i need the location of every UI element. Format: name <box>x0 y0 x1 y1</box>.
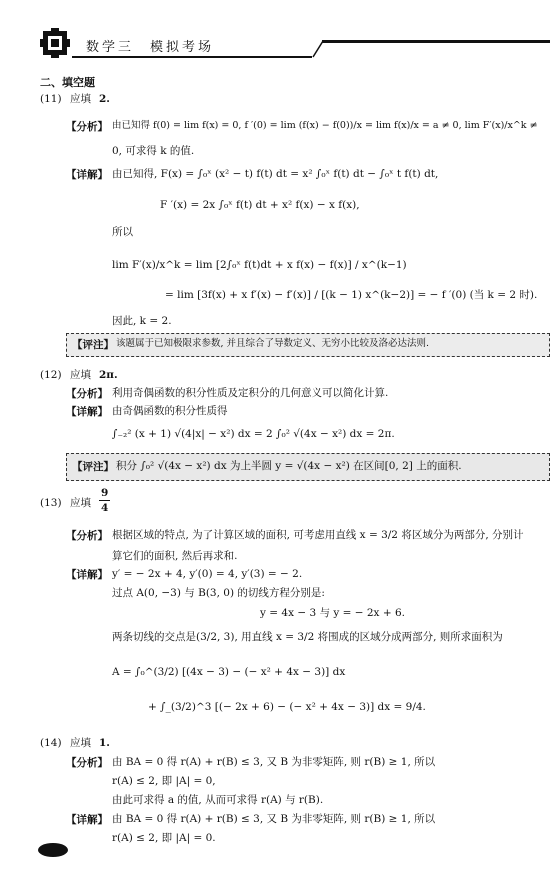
q13-detail-text-5: A = ∫₀^(3/2) [(4x − 3) − (− x² + 4x − 3)] dx <box>112 666 346 678</box>
q12-comment-label: 【评注】 <box>72 461 114 473</box>
q11-detail-text-3: 所以 <box>112 226 133 238</box>
q11-answer: 2. <box>99 93 110 105</box>
q11-detail-label: 【详解】 <box>66 169 108 181</box>
header-rule-right <box>322 40 550 43</box>
q13-answer-denominator: 4 <box>101 502 109 514</box>
q12-comment-text: 积分 ∫₀² √(4x − x²) dx 为上半圆 y = √(4x − x²) 在区间[0, 2] 上的面积. <box>116 460 462 472</box>
q14-number: (14) <box>40 737 62 749</box>
q13-analysis-text-1: 根据区域的特点, 为了计算区域的面积, 可考虑用直线 x = 3/2 将区域分为两部分, 分别计 <box>112 529 524 541</box>
q14-analysis-label: 【分析】 <box>66 757 108 769</box>
q14-detail-text-2: r(A) ≤ 2, 即 |A| = 0. <box>112 832 216 844</box>
q11-analysis-text-2: 0, 可求得 k 的值. <box>112 145 195 157</box>
q11-number: (11) <box>40 93 62 105</box>
q13-detail-text-1: y′ = − 2x + 4, y′(0) = 4, y′(3) = − 2. <box>112 568 303 580</box>
q12-answer: 2π. <box>99 369 118 381</box>
q13-analysis-label: 【分析】 <box>66 530 108 542</box>
header-title: 数学三 模拟考场 <box>86 40 215 55</box>
q11-analysis-text-1: 由已知得 f(0) = lim f(x) = 0, f ′(0) = lim (f(x) − f(0))/x = lim f(x)/x = a ≠ 0, lim F′(x)/x^k ≠ <box>112 120 538 131</box>
q13-detail-label: 【详解】 <box>66 569 108 581</box>
q12-detail-text-1: 由奇偶函数的积分性质得 <box>112 405 228 417</box>
q13-answer-fraction <box>99 486 110 515</box>
q13-detail-text-3: y = 4x − 3 与 y = − 2x + 6. <box>260 607 405 619</box>
q11-comment-label: 【评注】 <box>72 339 114 351</box>
q12-analysis-text: 利用奇偶函数的积分性质及定积分的几何意义可以简化计算. <box>112 387 389 399</box>
q13-answer-prefix: 应填 <box>70 497 91 509</box>
q13-detail-text-4: 两条切线的交点是(3/2, 3), 用直线 x = 3/2 将围成的区域分成两部分, 则所求面积为 <box>112 631 503 643</box>
q11-detail-text-6: 因此, k = 2. <box>112 315 172 327</box>
header-rule-left <box>72 56 312 58</box>
q11-detail-text-1: 由已知得, F(x) = ∫₀ˣ (x² − t) f(t) dt = x² ∫₀ˣ f(t) dt − ∫₀ˣ t f(t) dt, <box>112 168 439 180</box>
q13-analysis-text-2: 算它们的面积, 然后再求和. <box>112 550 238 562</box>
q13-answer-numerator: 9 <box>101 487 109 499</box>
q14-analysis-text-2: r(A) ≤ 2, 即 |A| = 0, <box>112 775 216 787</box>
q12-number: (12) <box>40 369 62 381</box>
q11-detail-text-2: F ′(x) = 2x ∫₀ˣ f(t) dt + x² f(x) − x f(x), <box>160 199 360 211</box>
q12-analysis-label: 【分析】 <box>66 388 108 400</box>
q14-answer-prefix: 应填 <box>70 737 91 749</box>
q11-detail-text-5: = lim [3f(x) + x f′(x) − f′(x)] / [(k − 1) x^(k−2)] = − f ′(0) (当 k = 2 时). <box>165 289 538 301</box>
q11-answer-prefix: 应填 <box>70 93 91 105</box>
q11-comment-text: 该题属于已知极限求参数, 并且综合了导数定义、无穷小比较及洛必达法则. <box>116 338 430 349</box>
header-logo <box>40 28 70 58</box>
q12-detail-label: 【详解】 <box>66 406 108 418</box>
q14-detail-label: 【详解】 <box>66 814 108 826</box>
q12-detail-text-2: ∫₋₂² (x + 1) √(4|x| − x²) dx = 2 ∫₀² √(4x − x²) dx = 2π. <box>112 428 395 440</box>
q14-analysis-text-1: 由 BA = 0 得 r(A) + r(B) ≤ 3, 又 B 为非零矩阵, 则 r(B) ≥ 1, 所以 <box>112 756 436 768</box>
q11-detail-text-4: lim F′(x)/x^k = lim [2∫₀ˣ f(t)dt + x f(x) − f(x)] / x^(k−1) <box>112 259 407 271</box>
q13-detail-text-6: + ∫_(3/2)^3 [(− 2x + 6) − (− x² + 4x − 3)] dx = 9/4. <box>148 701 426 713</box>
q14-detail-text-1: 由 BA = 0 得 r(A) + r(B) ≤ 3, 又 B 为非零矩阵, 则 r(B) ≥ 1, 所以 <box>112 813 436 825</box>
q11-analysis-label: 【分析】 <box>66 121 108 133</box>
page-number-marker <box>38 843 68 857</box>
q13-detail-text-2: 过点 A(0, −3) 与 B(3, 0) 的切线方程分别是: <box>112 587 325 599</box>
section-title: 二、填空题 <box>40 76 95 89</box>
q12-answer-prefix: 应填 <box>70 369 91 381</box>
q14-answer: 1. <box>99 737 110 749</box>
q14-analysis-text-3: 由此可求得 a 的值, 从而可求得 r(A) 与 r(B). <box>112 794 324 806</box>
q13-number: (13) <box>40 497 62 509</box>
